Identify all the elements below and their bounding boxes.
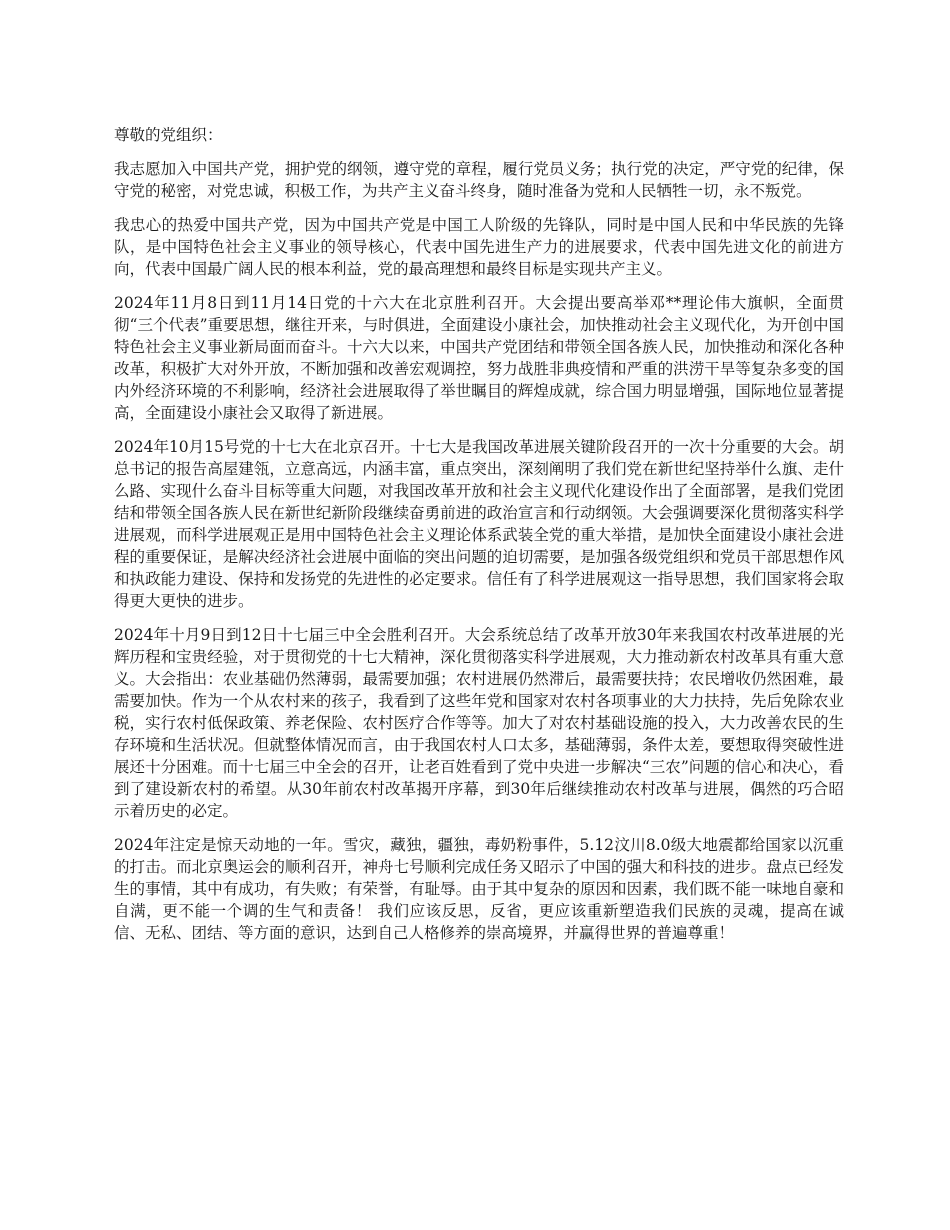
paragraph-pledge: 我志愿加入中国共产党，拥护党的纲领，遵守党的章程，履行党员义务；执行党的决定，严守党的纪律，保守党的秘密，对党忠诚，积极工作，为共产主义奋斗终身，随时准备为党和人民牺牲一切，永不叛党。 [114,160,844,200]
paragraph-sixteenth-congress: 2024年11月8日到11月14日党的十六大在北京胜利召开。大会提出要高举邓**理论伟大旗帜，全面贯彻“三个代表”重要思想，继往开来，与时俱进，全面建设小康社会，加快推动社会主义现代化，为开创中国特色社会主义事业新局面而奋斗。十六大以来，中国共产党团结和带领全国各族人民，加快推动和深化各种改革，积极扩大对外开放，不断加强和改善宏观调控，努力战胜非典疫情和严重的洪涝干旱等复杂多变的国内外经济环境的不利影响，经济社会进展取得了举世瞩目的辉煌成就，综合国力明显增强，国际地位显著提高，全面建设小康社会又取得了新进展。 [114,294,844,422]
paragraph-third-plenary: 2024年十月9日到12日十七届三中全会胜利召开。大会系统总结了改革开放30年来我国农村改革进展的光辉历程和宝贵经验，对于贯彻党的十七大精神，深化贯彻落实科学进展观，大力推动新农村改革具有重大意义。大会指出：农业基础仍然薄弱，最需要加强；农村进展仍然滞后，最需要扶持；农民增收仍然困难，最需要加快。作为一个从农村来的孩子，我看到了这些年党和国家对农村各项事业的大力扶持，先后免除农业税，实行农村低保政策、养老保险、农村医疗合作等等。加大了对农村基础设施的投入，大力改善农民的生存环境和生活状况。但就整体情况而言，由于我国农村人口太多，基础薄弱，条件太差，要想取得突破性进展还十分困难。而十七届三中全会的召开，让老百姓看到了党中央进一步解决“三农”问题的信心和决心，看到了建设新农村的希望。从30年前农村改革揭开序幕，到30年后继续推动农村改革与进展，偶然的巧合昭示着历史的必定。 [114,626,844,820]
salutation: 尊敬的党组织： [114,126,223,144]
paragraph-year-reflection: 2024年注定是惊天动地的一年。雪灾，藏独，疆独，毒奶粉事件，5.12汶川8.0级大地震都给国家以沉重的打击。而北京奥运会的顺利召开，神舟七号顺利完成任务又昭示了中国的强大和科技的进步。盘点已经发生的事情，其中有成功，有失败；有荣誉，有耻辱。由于其中复杂的原因和因素，我们既不能一味地自豪和自满，更不能一个调的生气和责备！ 我们应该反思，反省，更应该重新塑造我们民族的灵魂，提高在诚信、无私、团结、等方面的意识，达到自己人格修养的崇高境界，并赢得世界的普遍尊重！ [114,836,844,942]
paragraph-love-party: 我忠心的热爱中国共产党，因为中国共产党是中国工人阶级的先锋队，同时是中国人民和中华民族的先锋队，是中国特色社会主义事业的领导核心，代表中国先进生产力的进展要求，代表中国先进文化的前进方向，代表中国最广阔人民的根本利益，党的最高理想和最终目标是实现共产主义。 [114,216,844,278]
document-body [114,124,844,956]
paragraph-seventeenth-congress: 2024年10月15号党的十七大在北京召开。十七大是我国改革进展关键阶段召开的一次十分重要的大会。胡总书记的报告高屋建瓴，立意高远，内涵丰富，重点突出，深刻阐明了我们党在新世纪坚持举什么旗、走什么路、实现什么奋斗目标等重大问题，对我国改革开放和社会主义现代化建设作出了全面部署，是我们党团结和带领全国各族人民在新世纪新阶段继续奋勇前进的政治宣言和行动纲领。大会强调要深化贯彻落实科学进展观，而科学进展观正是用中国特色社会主义理论体系武装全党的重大举措，是加快全面建设小康社会进程的重要保证，是解决经济社会进展中面临的突出问题的迫切需要，是加强各级党组织和党员干部思想作风和执政能力建设、保持和发扬党的先进性的必定要求。信任有了科学进展观这一指导思想，我们国家将会取得更大更快的进步。 [114,438,844,610]
